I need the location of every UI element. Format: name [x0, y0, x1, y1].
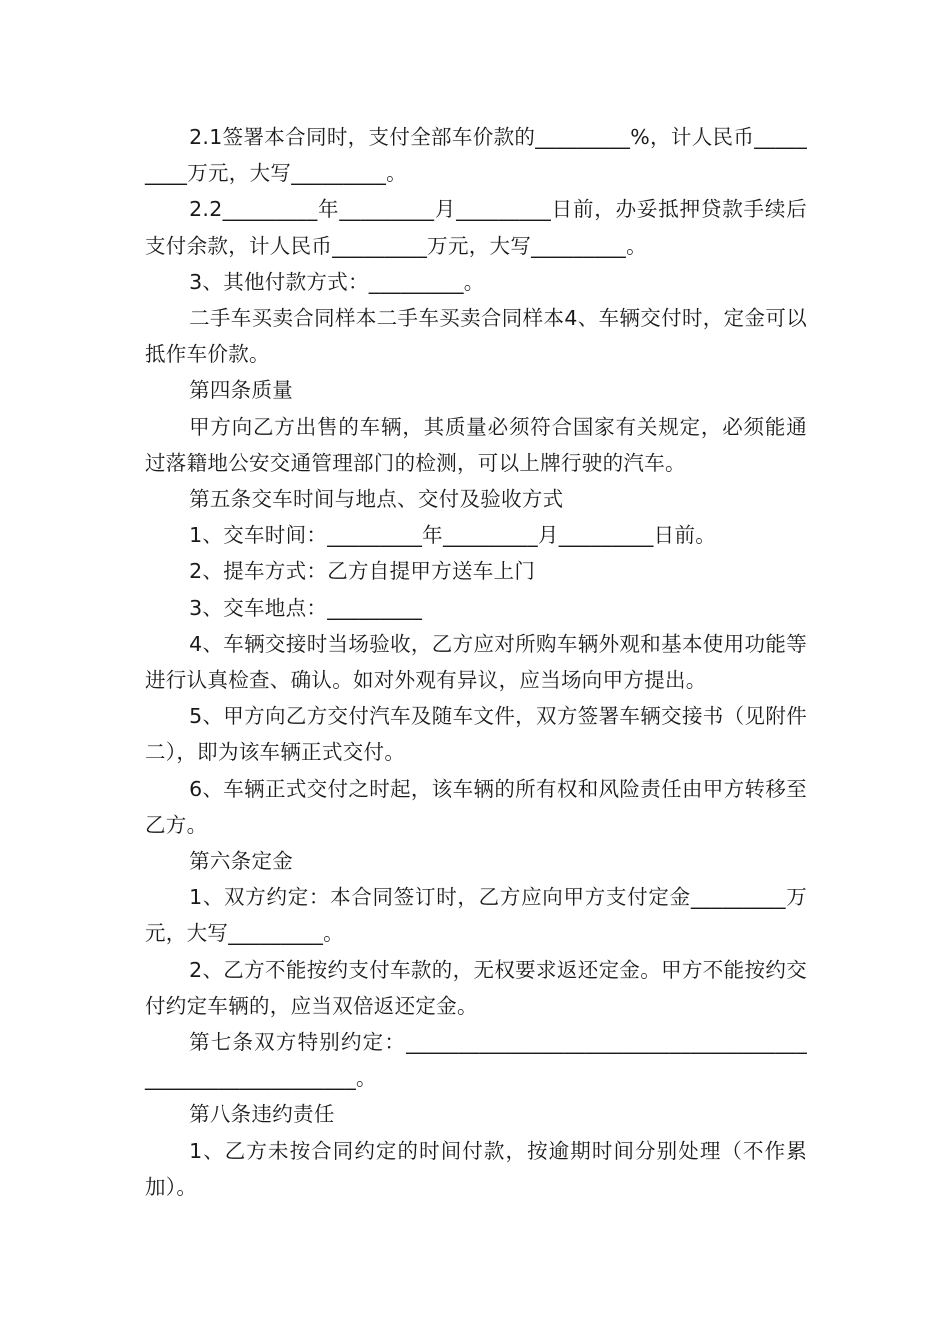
paragraph-inspection: 4、车辆交接时当场验收，乙方应对所购车辆外观和基本使用功能等进行认真检查、确认。如对外观有异议，应当场向甲方提出。 [145, 631, 807, 693]
paragraph-quality: 甲方向乙方出售的车辆，其质量必须符合国家有关规定，必须能通过落籍地公安交通管理部门的检测，可以上牌行驶的汽车。 [145, 414, 807, 475]
paragraph-ownership-transfer: 6、车辆正式交付之时起，该车辆的所有权和风险责任由甲方转移至乙方。 [145, 776, 807, 837]
paragraph-delivery-time: 1、交车时间：_________年_________月_________日前。 [189, 523, 717, 548]
heading-article-5-delivery: 第五条交车时间与地点、交付及验收方式 [189, 487, 564, 512]
paragraph-other-payment: 3、其他付款方式：_________。 [189, 269, 485, 294]
document-body [145, 119, 807, 1205]
paragraph-deposit-forfeit: 2、乙方不能按约支付车款的，无权要求返还定金。甲方不能按约交付约定车辆的，应当双倍返还定金。 [145, 957, 807, 1018]
heading-article-6-deposit: 第六条定金 [189, 849, 294, 874]
paragraph-handover: 5、甲方向乙方交付汽车及随车文件，双方签署车辆交接书（见附件二），即为该车辆正式交付。 [145, 704, 807, 765]
paragraph-pickup-method: 2、提车方式：乙方自提甲方送车上门 [189, 559, 536, 584]
paragraph-article-7-special: 第七条双方特别约定：__________________________________________________________。 [145, 1030, 807, 1091]
paragraph-deposit-offset: 二手车买卖合同样本二手车买卖合同样本4、车辆交付时，定金可以抵作车价款。 [145, 306, 807, 367]
paragraph-late-payment: 1、乙方未按合同约定的时间付款，按逾期时间分别处理（不作累加）。 [145, 1138, 807, 1199]
paragraph-payment-2-1: 2.1签署本合同时，支付全部车价款的_________%，计人民币_________万元，大写_________。 [145, 125, 807, 186]
paragraph-payment-2-2: 2.2_________年_________月_________日前，办妥抵押贷款手续后支付余款，计人民币_________万元，大写_________。 [145, 197, 807, 258]
heading-article-4-quality: 第四条质量 [189, 378, 294, 403]
heading-article-8-liability: 第八条违约责任 [189, 1102, 335, 1127]
paragraph-delivery-location: 3、交车地点：_________ [189, 595, 423, 620]
paragraph-deposit-agreement: 1、双方约定：本合同签订时，乙方应向甲方支付定金_________万元，大写_________。 [145, 885, 807, 946]
